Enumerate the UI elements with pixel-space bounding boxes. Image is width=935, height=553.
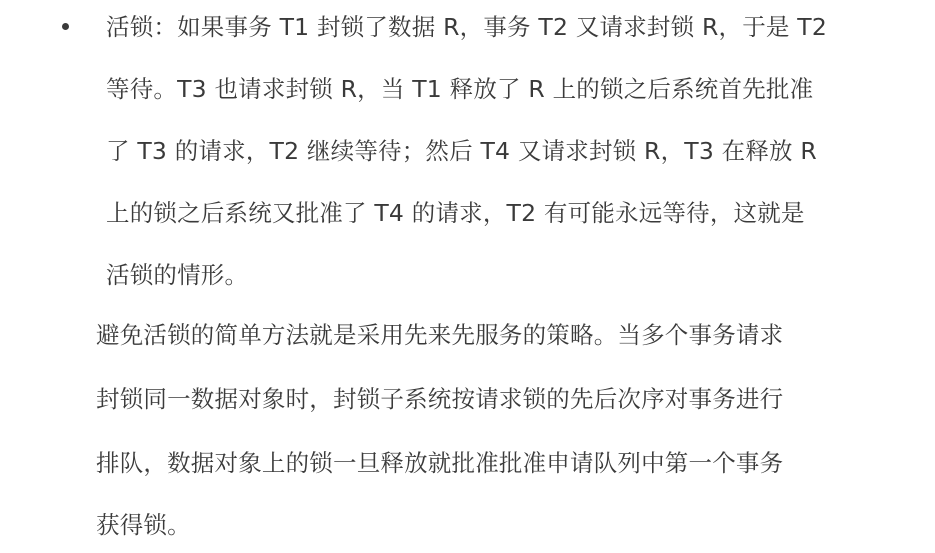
- bullet-line-4: 上的锁之后系统又批准了 T4 的请求，T2 有可能永远等待，这就是: [106, 199, 805, 227]
- bullet-line-5: 活锁的情形。: [106, 261, 249, 289]
- paragraph-line-4: 获得锁。: [96, 511, 191, 539]
- bullet-line-2: 等待。T3 也请求封锁 R，当 T1 释放了 R 上的锁之后系统首先批准: [106, 75, 814, 103]
- paragraph-line-2: 封锁同一数据对象时，封锁子系统按请求锁的先后次序对事务进行: [96, 385, 784, 413]
- paragraph-line-1: 避免活锁的简单方法就是采用先来先服务的策略。当多个事务请求: [96, 321, 784, 349]
- bullet-line-1: 活锁：如果事务 T1 封锁了数据 R，事务 T2 又请求封锁 R，于是 T2: [106, 13, 827, 41]
- bullet-line-3: 了 T3 的请求，T2 继续等待；然后 T4 又请求封锁 R，T3 在释放 R: [106, 137, 817, 165]
- paragraph-line-3: 排队，数据对象上的锁一旦释放就批准批准申请队列中第一个事务: [96, 449, 784, 477]
- bullet-dot-icon: [62, 23, 69, 30]
